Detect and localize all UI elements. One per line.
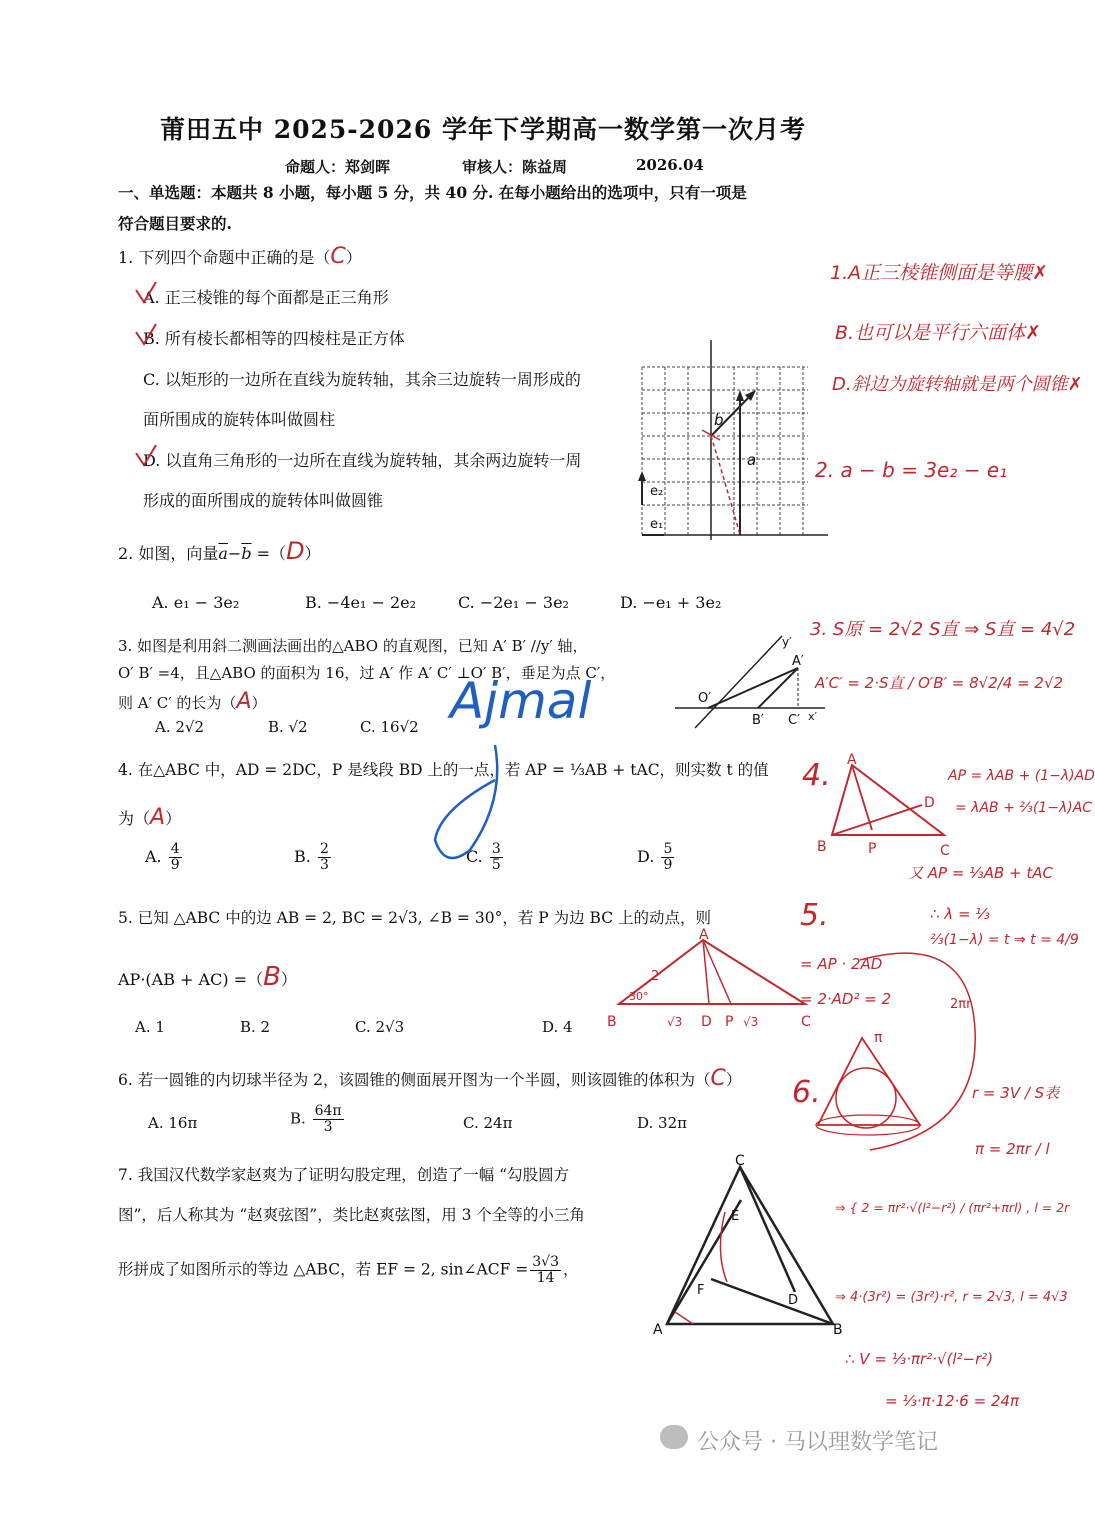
- q7-zhaoshuang-figure: [645, 1152, 855, 1347]
- q6-answer: C: [710, 1066, 726, 1091]
- q1-option-a: A. 正三棱锥的每个面都是正三角形: [143, 288, 389, 307]
- q6-b-den: 3: [323, 1119, 333, 1135]
- q1-option-d-line1: D. 以直角三角形的一边所在直线为旋转轴，其余两边旋转一周: [143, 451, 582, 470]
- q4-a-den: 9: [170, 857, 180, 873]
- q4-b-den: 3: [319, 857, 329, 873]
- q2-stem: [118, 537, 321, 565]
- q4-stem: 4. 在△ABC 中，AD = 2DC，P 是线段 BD 上的一点，若 AP = ⅓AB + tAC，则实数 t 的值: [118, 761, 769, 779]
- q4-b-label: B.: [294, 847, 311, 866]
- q7-sin-fraction: [530, 1255, 561, 1286]
- q7-fig-d: D: [788, 1293, 799, 1308]
- q7-fig-b: B: [833, 1322, 843, 1338]
- q7-line3: [118, 1255, 579, 1286]
- note-q1-a: 1.A正三棱锥侧面是等腰✗: [830, 262, 1049, 284]
- note-q5-fig-c: C: [801, 1014, 811, 1030]
- q6-option-a: A. 16π: [148, 1114, 198, 1132]
- note-q4-fig-a: A: [847, 752, 857, 768]
- q6-b-label: B.: [290, 1109, 306, 1128]
- q7-line2: 图”，后人称其为 “赵爽弦图”，类比赵爽弦图，用 3 个全等的小三角: [118, 1206, 585, 1224]
- q4-stem2-text: 为（: [118, 809, 151, 828]
- q3-fig-x: x′: [808, 710, 818, 723]
- note-q6-cone: [800, 940, 1000, 1170]
- q2-fig-label-b: b: [714, 411, 724, 429]
- q1-close: ）: [345, 248, 362, 267]
- q4-a-fraction: [169, 842, 182, 873]
- q4-d-fraction: [661, 842, 674, 873]
- q2-vector-grid-figure: [630, 335, 830, 550]
- note-q4-fig-p: P: [868, 841, 877, 857]
- q4-d-num: 5: [663, 841, 673, 857]
- author: 命题人：郑剑晖: [285, 158, 391, 176]
- note-num-6: 6.: [792, 1075, 821, 1110]
- q6-option-b: [290, 1104, 346, 1135]
- reviewer: 审核人：陈益周: [462, 158, 568, 176]
- q2-option-b: B. −4e₁ − 2e₂: [305, 593, 417, 612]
- q1-option-b: B. 所有棱长都相等的四棱柱是正方体: [143, 329, 405, 348]
- q4-d-den: 9: [663, 857, 673, 873]
- q3-fig-a: A′: [792, 654, 804, 669]
- note-q5-fig-d: D: [701, 1014, 712, 1030]
- section-heading-line1: 一、单选题：本题共 8 小题，每小题 5 分，共 40 分. 在每小题给出的选项中，只有一项是: [118, 183, 747, 202]
- q2-vec-a: $\overline{a}$: [218, 544, 228, 563]
- note-q5-a: = AP · 2AD: [800, 955, 883, 973]
- q3-fig-c: C′: [788, 713, 801, 728]
- q5-option-a: A. 1: [135, 1018, 165, 1036]
- signature-flourish: [425, 740, 545, 870]
- note-num-5: 5.: [800, 898, 829, 933]
- note-q5-fig-2: 2: [651, 969, 660, 984]
- note-q5-fig-30: 30°: [629, 990, 649, 1003]
- q7-line1: 7. 我国汉代数学家赵爽为了证明勾股定理，创造了一幅 “勾股圆方: [118, 1166, 570, 1184]
- note-q2: 2. a − b = 3e₂ − e₁: [815, 458, 1008, 482]
- q7-fig-a: A: [653, 1322, 663, 1338]
- q3-answer: A: [236, 689, 252, 714]
- note-q4-fig-b: B: [817, 839, 827, 855]
- q3-option-b: B. √2: [268, 718, 308, 736]
- note-q5-fig-root3-a: √3: [667, 1015, 683, 1029]
- section-heading-line2: 符合题目要求的.: [118, 214, 232, 233]
- q4-stem2: [118, 805, 181, 830]
- note-q6-f: = ⅓·π·12·6 = 24π: [885, 1392, 1020, 1410]
- q1-option-d-line2: 形成的面所围成的旋转体叫做圆锥: [143, 491, 384, 510]
- q1-tick-marks: [130, 280, 170, 480]
- q2-option-d: D. −e₁ + 3e₂: [620, 593, 722, 612]
- note-q6-e: ∴ V = ⅓·πr²·√(l²−r²): [845, 1350, 994, 1368]
- note-q5-b: = 2·AD² = 2: [800, 990, 892, 1008]
- note-q6-fig-2pir: 2πr: [950, 997, 972, 1012]
- q5-answer: B: [263, 962, 281, 992]
- note-q5-triangle: [605, 928, 815, 1038]
- q6-stem: [118, 1066, 741, 1091]
- q2-eq: =（: [251, 544, 287, 563]
- q4-b-fraction: [318, 842, 331, 873]
- note-q3-b: A′C′ = 2·S直 / O′B′ = 8√2/4 = 2√2: [815, 674, 1064, 692]
- q7-fig-f: F: [697, 1283, 705, 1298]
- note-q1-d: D.斜边为旋转轴就是两个圆锥✗: [832, 374, 1083, 395]
- wechat-icon: [660, 1425, 688, 1449]
- q1-answer: C: [330, 244, 346, 269]
- q6-b-num: 64π: [314, 1103, 342, 1119]
- q5-close: ）: [280, 970, 297, 989]
- note-q4-a: AP = λAB + (1−λ)AD: [948, 768, 1095, 784]
- q3-close: ）: [251, 694, 267, 712]
- q1-stem: [118, 244, 362, 269]
- q3-fig-b: B′: [752, 713, 764, 728]
- q7-line3-text: 形拼成了如图所示的等边 △ABC，若 EF = 2, sin∠ACF =: [118, 1260, 529, 1279]
- note-q6-d: ⇒ 4·(3r²) = (3r²)·r², r = 2√3, l = 4√3: [835, 1290, 1068, 1305]
- q4-c-label: C.: [466, 847, 483, 866]
- q5-option-d: D. 4: [542, 1018, 573, 1036]
- q4-option-a: [145, 842, 184, 873]
- q3-line1: 3. 如图是利用斜二测画法画出的△ABO 的直观图，已知 A′ B′ //y′ 轴，: [118, 637, 588, 655]
- q4-option-b: [294, 842, 333, 873]
- q3-oblique-figure: [670, 628, 830, 733]
- q6-stem-text: 6. 若一圆锥的内切球半径为 2，该圆锥的侧面展开图为一个半圆，则该圆锥的体积为（: [118, 1071, 711, 1089]
- q4-answer: A: [150, 805, 166, 830]
- q5-option-b: B. 2: [240, 1018, 271, 1036]
- q1-stem-text: 1. 下列四个命题中正确的是（: [118, 248, 331, 267]
- q2-fig-label-a: a: [747, 451, 757, 469]
- note-q4-fig-d: D: [924, 795, 935, 811]
- q7-fig-c: C: [735, 1153, 745, 1169]
- q7-frac-num: 3√3: [532, 1254, 559, 1270]
- note-q6-c: ⇒ { 2 = πr²·√(l²−r²) / (πr²+πrl) , l = 2r: [835, 1200, 1070, 1215]
- q2-option-a: A. e₁ − 3e₂: [152, 593, 240, 612]
- q4-close: ）: [165, 809, 182, 828]
- note-num-4: 4.: [802, 758, 831, 793]
- q4-c-num: 3: [491, 841, 501, 857]
- q7-line3-post: ，: [563, 1260, 579, 1279]
- note-q4-d: ∴ λ = ⅓: [930, 905, 990, 923]
- q4-d-label: D.: [637, 847, 655, 866]
- q5-expr-text: AP·(AB + AC) =（: [118, 970, 264, 989]
- page-title: 莆田五中 2025-2026 学年下学期高一数学第一次月考: [160, 115, 806, 144]
- q5-stem: 5. 已知 △ABC 中的边 AB = 2, BC = 2√3, ∠B = 30°，若 P 为边 BC 上的动点，则: [118, 909, 711, 927]
- q3-line3-text: 则 A′ C′ 的长为（: [118, 694, 237, 712]
- q3-fig-o: O′: [698, 691, 712, 706]
- q2-close: ）: [304, 544, 321, 563]
- q4-a-label: A.: [145, 847, 162, 866]
- q6-option-c: C. 24π: [463, 1114, 513, 1132]
- q2-minus: −: [227, 544, 242, 563]
- q6-close: ）: [725, 1071, 742, 1089]
- q2-fig-label-e1: e₁: [650, 517, 664, 532]
- note-q5-fig-p: P: [725, 1014, 734, 1030]
- note-q5-fig-b: B: [607, 1014, 617, 1030]
- note-q6-a: r = 3V / S表: [972, 1084, 1060, 1102]
- note-q4-e: ⅔(1−λ) = t ⇒ t = 4/9: [930, 932, 1079, 948]
- watermark: 公众号 · 马以理数学笔记: [697, 1430, 938, 1455]
- q2-vec-b: $\overline{b}$: [241, 544, 252, 563]
- note-q6-fig-pi: π: [874, 1030, 883, 1046]
- q5-expr: [118, 962, 297, 992]
- q4-a-num: 4: [170, 841, 180, 857]
- q3-fig-y: y′: [782, 635, 792, 649]
- note-q4-b: = λAB + ⅔(1−λ)AC: [955, 800, 1093, 816]
- q1-option-c-line1: C. 以矩形的一边所在直线为旋转轴，其余三边旋转一周形成的: [143, 370, 581, 389]
- q3-line3: [118, 689, 267, 714]
- q6-b-fraction: [313, 1104, 344, 1135]
- q6-option-d: D. 32π: [637, 1114, 687, 1132]
- q4-c-den: 5: [491, 857, 501, 873]
- note-q4-triangle: [812, 752, 952, 860]
- note-q6-b: π = 2πr / l: [975, 1140, 1050, 1158]
- q3-line2: O′ B′ =4，且△ABO 的面积为 16，过 A′ 作 A′ C′ ⊥O′ B′，垂足为点 C′，: [118, 664, 616, 682]
- q1-option-c-line2: 面所围成的旋转体叫做圆柱: [143, 410, 336, 429]
- q5-option-c: C. 2√3: [355, 1018, 405, 1036]
- blue-signature: Ajmal: [450, 672, 592, 730]
- q4-b-num: 2: [319, 841, 329, 857]
- q3-option-c: C. 16√2: [360, 718, 419, 736]
- note-q3-a: 3. S原 = 2√2 S直 ⇒ S直 = 4√2: [810, 619, 1076, 640]
- q2-answer: D: [286, 537, 305, 565]
- q2-stem-text: 2. 如图，向量: [118, 544, 219, 563]
- note-q5-fig-root3-b: √3: [743, 1015, 759, 1029]
- exam-date: 2026.04: [636, 156, 704, 174]
- q2-option-c: C. −2e₁ − 3e₂: [458, 593, 569, 612]
- note-q1-b: B.也可以是平行六面体✗: [835, 322, 1041, 344]
- note-q4-fig-c: C: [940, 843, 950, 859]
- note-q5-fig-a: A: [699, 927, 709, 943]
- q7-fig-e: E: [731, 1209, 740, 1224]
- q2-fig-label-e2: e₂: [650, 484, 664, 499]
- q7-frac-den: 14: [536, 1270, 555, 1286]
- q4-option-d: [637, 842, 676, 873]
- q3-option-a: A. 2√2: [155, 718, 205, 736]
- note-q4-c: 又 AP = ⅓AB + tAC: [908, 864, 1053, 882]
